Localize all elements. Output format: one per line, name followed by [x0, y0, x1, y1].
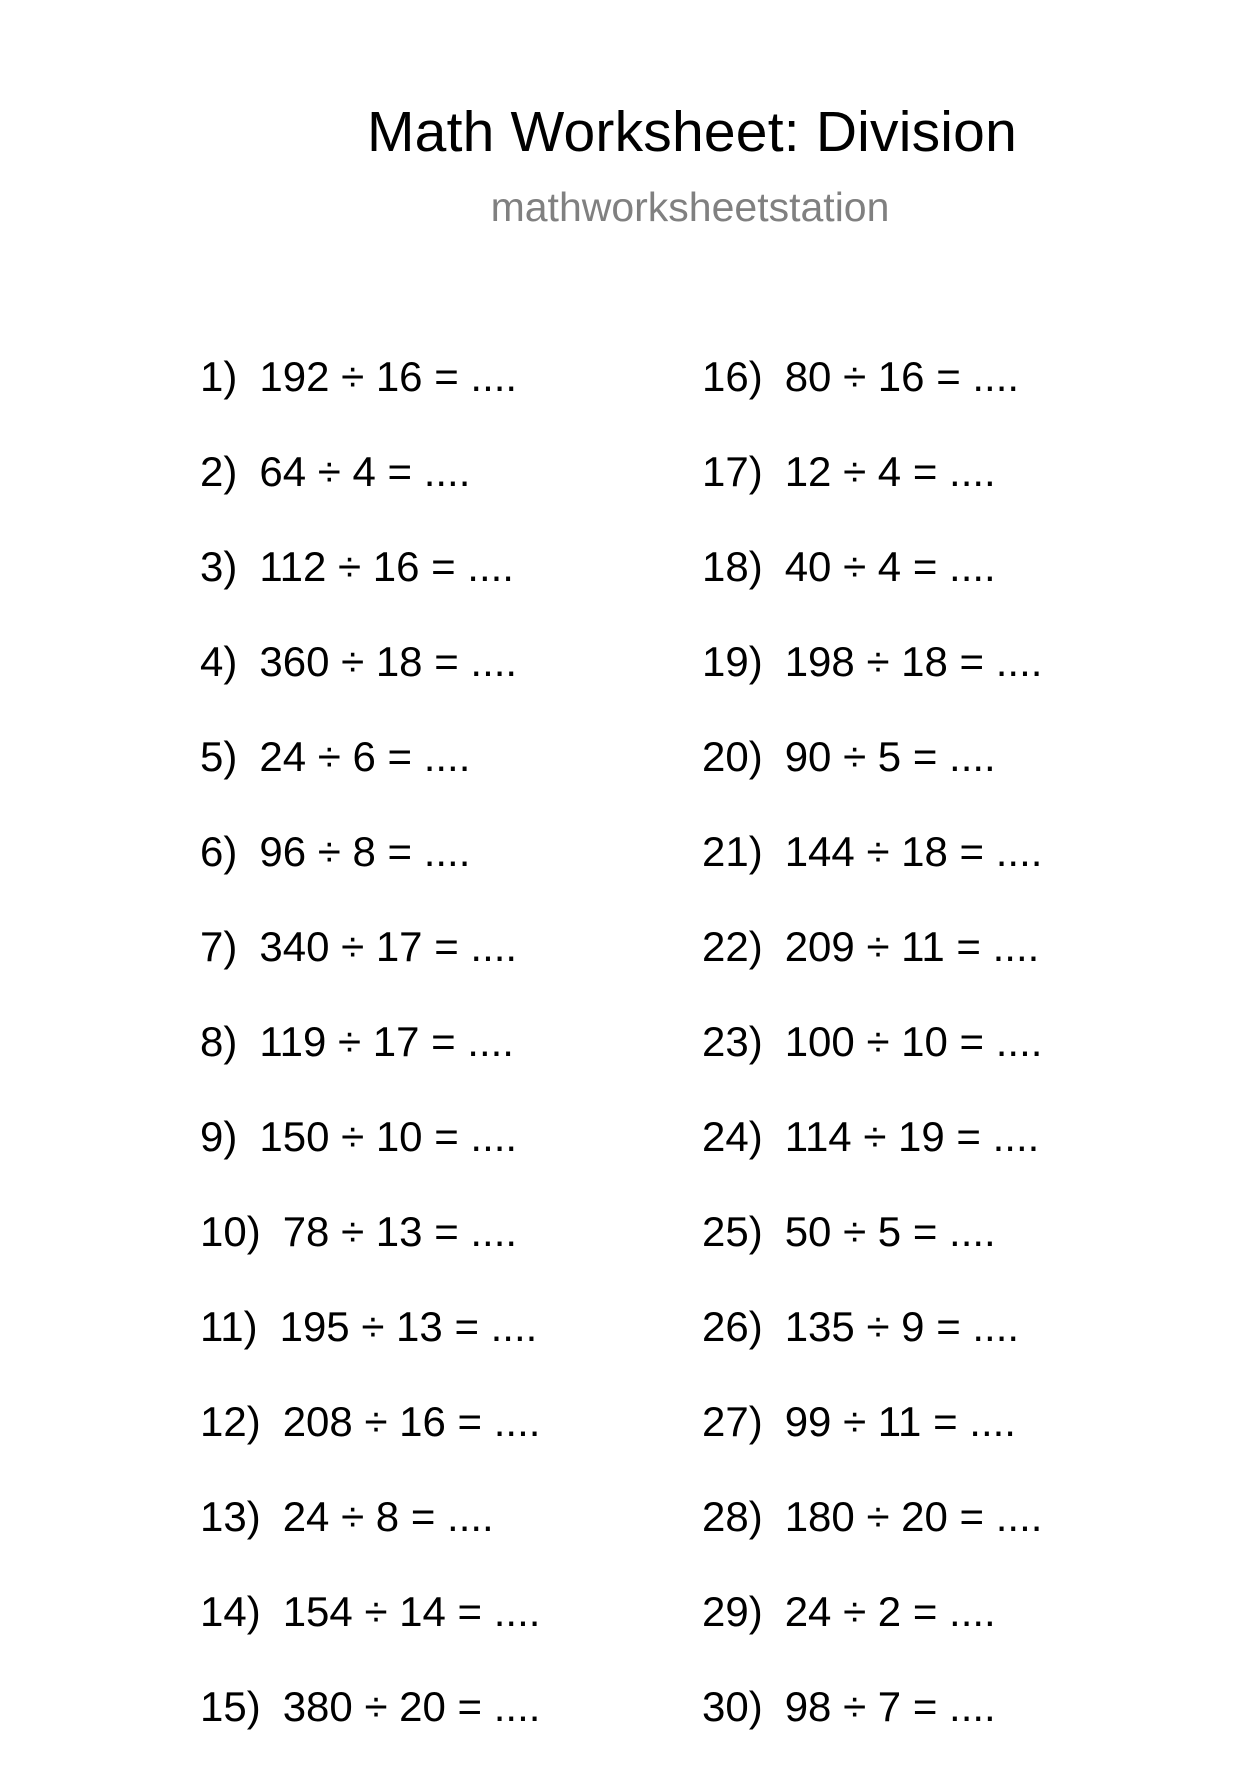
problem-expression: 208 ÷ 16 = .... — [282, 1398, 541, 1445]
problem-expression: 380 ÷ 20 = .... — [282, 1683, 541, 1730]
problem-expression: 99 ÷ 11 = .... — [784, 1398, 1016, 1445]
problem-item — [200, 827, 540, 922]
problem-number: 25) — [702, 1208, 763, 1255]
page-title: Math Worksheet: Division — [367, 100, 1017, 164]
problem-number: 3) — [200, 543, 238, 590]
problem-number: 15) — [200, 1683, 261, 1730]
problem-number: 20) — [702, 733, 763, 780]
problem-expression: 100 ÷ 10 = .... — [784, 1018, 1043, 1065]
problem-item — [200, 922, 540, 1017]
problem-item — [200, 1207, 540, 1302]
problem-item — [702, 1682, 1042, 1777]
problem-item — [200, 732, 540, 827]
problem-expression: 119 ÷ 17 = .... — [259, 1018, 514, 1065]
problem-item — [702, 732, 1042, 827]
problem-expression: 150 ÷ 10 = .... — [259, 1113, 518, 1160]
problem-item — [200, 542, 540, 637]
problem-expression: 192 ÷ 16 = .... — [259, 353, 518, 400]
problem-item — [702, 1207, 1042, 1302]
problem-number: 28) — [702, 1493, 763, 1540]
problem-item — [200, 1397, 540, 1492]
problem-column-right — [702, 352, 1042, 1777]
problem-number: 21) — [702, 828, 763, 875]
problem-item — [200, 1587, 540, 1682]
problem-item — [702, 1017, 1042, 1112]
problem-number: 9) — [200, 1113, 238, 1160]
problem-expression: 80 ÷ 16 = .... — [784, 353, 1020, 400]
problem-number: 22) — [702, 923, 763, 970]
problem-expression: 40 ÷ 4 = .... — [784, 543, 996, 590]
problem-number: 1) — [200, 353, 238, 400]
problem-item — [200, 1017, 540, 1112]
problem-expression: 340 ÷ 17 = .... — [259, 923, 518, 970]
problem-item — [200, 447, 540, 542]
problem-number: 30) — [702, 1683, 763, 1730]
problem-item — [200, 1112, 540, 1207]
problem-expression: 24 ÷ 2 = .... — [784, 1588, 996, 1635]
problem-expression: 195 ÷ 13 = .... — [279, 1303, 538, 1350]
problem-number: 2) — [200, 448, 238, 495]
problem-expression: 98 ÷ 7 = .... — [784, 1683, 996, 1730]
problem-item — [702, 827, 1042, 922]
problem-expression: 154 ÷ 14 = .... — [282, 1588, 541, 1635]
problem-item — [200, 352, 540, 447]
problem-item — [702, 1587, 1042, 1682]
problem-expression: 114 ÷ 19 = .... — [784, 1113, 1040, 1160]
problem-item — [200, 637, 540, 732]
problem-expression: 135 ÷ 9 = .... — [784, 1303, 1020, 1350]
page-subtitle: mathworksheetstation — [490, 184, 890, 230]
problem-expression: 64 ÷ 4 = .... — [259, 448, 471, 495]
problem-item — [702, 922, 1042, 1017]
problem-item — [702, 637, 1042, 732]
problem-expression: 209 ÷ 11 = .... — [784, 923, 1040, 970]
problem-number: 16) — [702, 353, 763, 400]
problem-item — [702, 1112, 1042, 1207]
problem-number: 23) — [702, 1018, 763, 1065]
problem-number: 29) — [702, 1588, 763, 1635]
problem-expression: 24 ÷ 8 = .... — [282, 1493, 494, 1540]
problem-item — [702, 352, 1042, 447]
problem-number: 5) — [200, 733, 238, 780]
problem-expression: 180 ÷ 20 = .... — [784, 1493, 1043, 1540]
problem-column-left — [200, 352, 540, 1777]
problem-number: 11) — [200, 1303, 258, 1350]
problem-item — [702, 1492, 1042, 1587]
problem-item — [200, 1682, 540, 1777]
problem-number: 12) — [200, 1398, 261, 1445]
problem-expression: 112 ÷ 16 = .... — [259, 543, 514, 590]
problem-item — [702, 1397, 1042, 1492]
problem-expression: 360 ÷ 18 = .... — [259, 638, 518, 685]
problem-expression: 24 ÷ 6 = .... — [259, 733, 471, 780]
problem-number: 19) — [702, 638, 763, 685]
problem-number: 14) — [200, 1588, 261, 1635]
problem-number: 26) — [702, 1303, 763, 1350]
problem-expression: 96 ÷ 8 = .... — [259, 828, 471, 875]
problem-item — [200, 1302, 540, 1397]
problem-item — [702, 447, 1042, 542]
problem-item — [702, 1302, 1042, 1397]
problem-expression: 78 ÷ 13 = .... — [282, 1208, 518, 1255]
problem-expression: 50 ÷ 5 = .... — [784, 1208, 996, 1255]
problem-expression: 144 ÷ 18 = .... — [784, 828, 1043, 875]
problem-number: 24) — [702, 1113, 763, 1160]
problem-item — [702, 542, 1042, 637]
problem-number: 17) — [702, 448, 763, 495]
problem-expression: 198 ÷ 18 = .... — [784, 638, 1043, 685]
problem-expression: 12 ÷ 4 = .... — [784, 448, 996, 495]
problem-number: 27) — [702, 1398, 763, 1445]
problem-number: 8) — [200, 1018, 238, 1065]
problem-number: 7) — [200, 923, 238, 970]
problem-number: 6) — [200, 828, 238, 875]
problem-number: 10) — [200, 1208, 261, 1255]
problem-number: 13) — [200, 1493, 261, 1540]
problem-number: 4) — [200, 638, 238, 685]
problem-expression: 90 ÷ 5 = .... — [784, 733, 996, 780]
problem-item — [200, 1492, 540, 1587]
problem-number: 18) — [702, 543, 763, 590]
